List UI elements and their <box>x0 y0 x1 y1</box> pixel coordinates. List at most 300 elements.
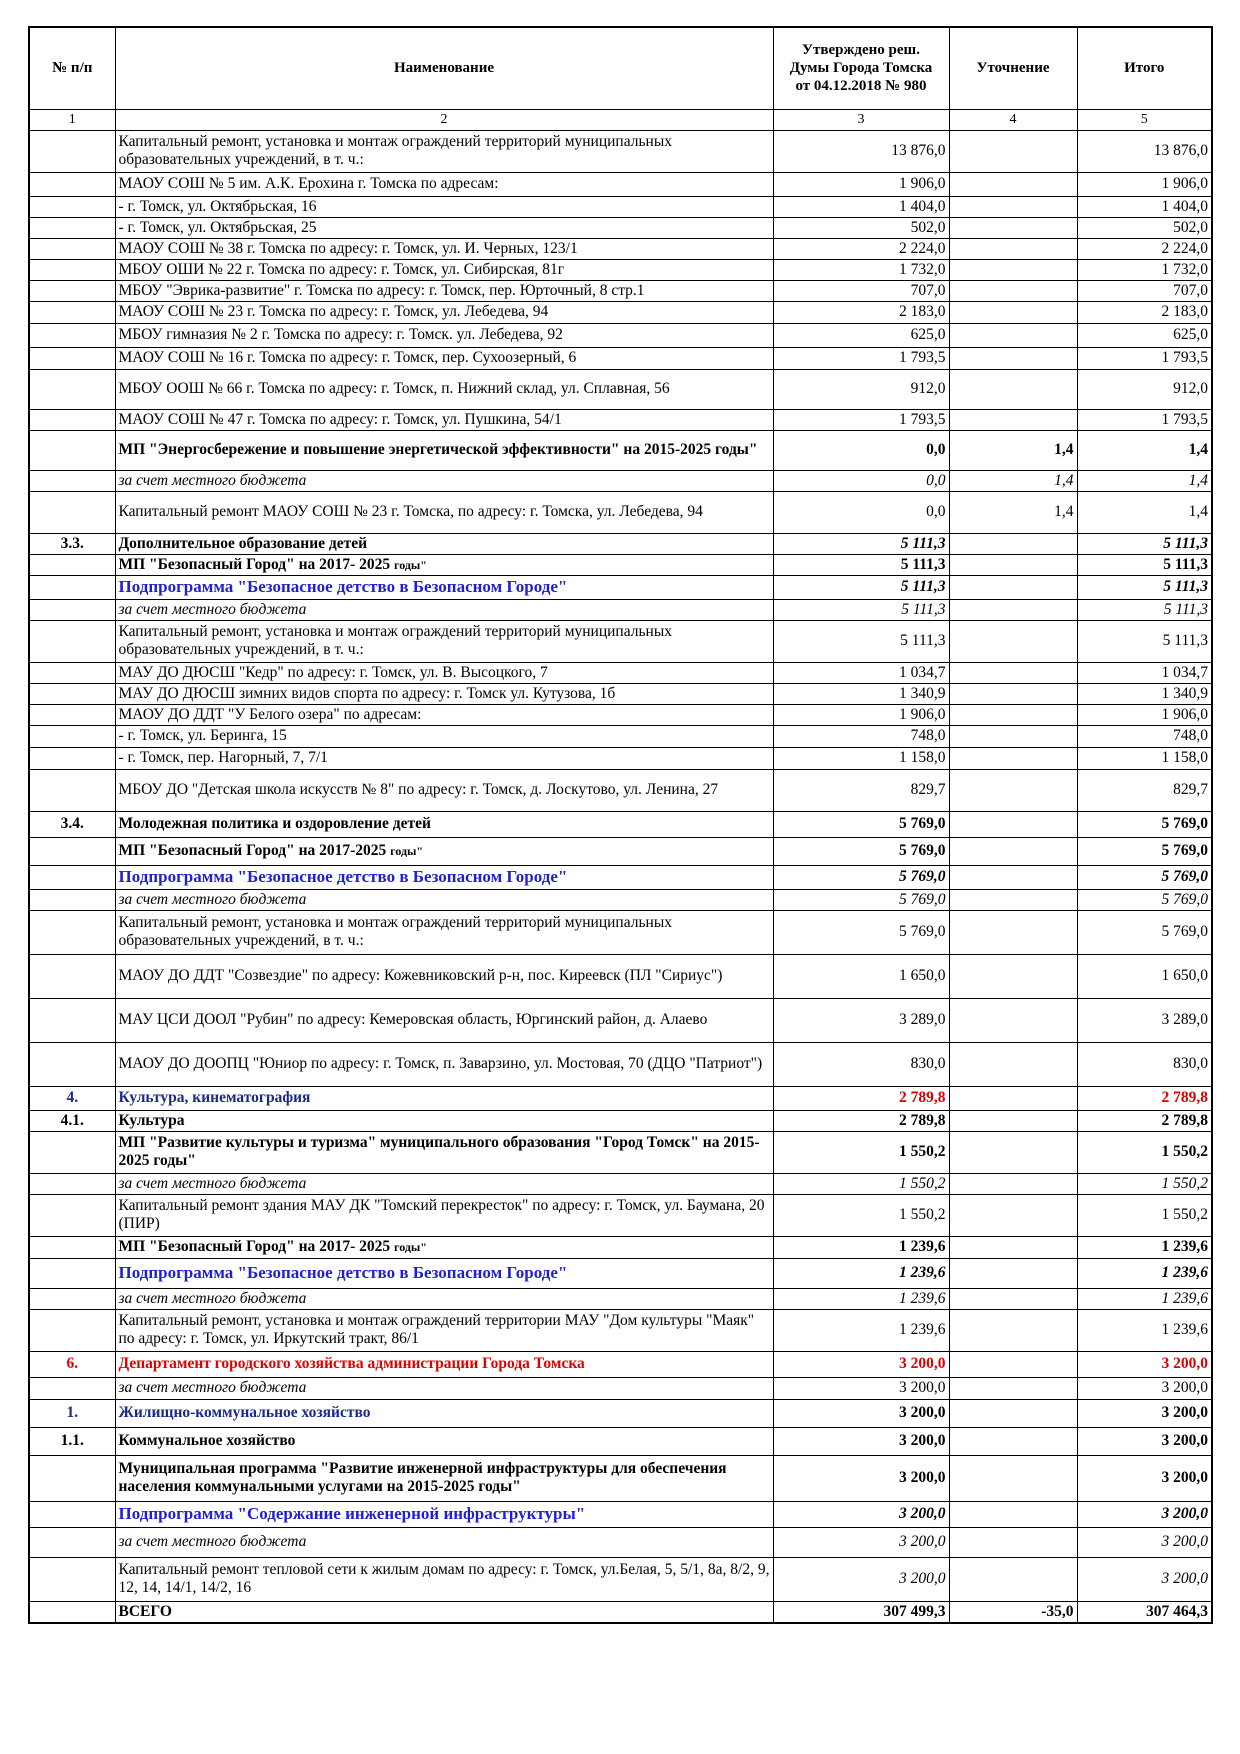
table-row <box>29 323 1212 347</box>
row-name <box>115 1194 773 1236</box>
table-row <box>29 1086 1212 1110</box>
table-row <box>29 259 1212 280</box>
row-name <box>115 347 773 369</box>
row-approved-value: 3 200,0 <box>773 1427 949 1455</box>
row-change-value <box>949 196 1077 217</box>
row-name <box>115 1455 773 1501</box>
row-number <box>29 599 115 620</box>
row-approved-value: 5 769,0 <box>773 811 949 837</box>
table-row <box>29 910 1212 954</box>
row-name-text: МАУ ДО ДЮСШ "Кедр" по адресу: г. Томск, ул. В. Высоцкого, 7 <box>118 663 548 681</box>
row-change-value <box>949 620 1077 662</box>
column-index-row <box>29 109 1212 130</box>
row-change-value <box>949 1236 1077 1258</box>
row-approved-value: 912,0 <box>773 369 949 409</box>
row-change-value <box>949 1131 1077 1173</box>
row-approved-value: 1 906,0 <box>773 704 949 725</box>
row-name <box>115 130 773 172</box>
row-total-value: 1 404,0 <box>1077 196 1212 217</box>
row-total-value: 912,0 <box>1077 369 1212 409</box>
row-name-text: МБОУ ОШИ № 22 г. Томска по адресу: г. Томск, ул. Сибирская, 81г <box>118 260 565 278</box>
row-name <box>115 1377 773 1399</box>
row-name <box>115 998 773 1042</box>
table-row <box>29 430 1212 470</box>
row-total-value: 1 793,5 <box>1077 409 1212 430</box>
row-change-value <box>949 1455 1077 1501</box>
table-row <box>29 347 1212 369</box>
row-name-text: МАОУ СОШ № 47 г. Томска по адресу: г. Томск, ул. Пушкина, 54/1 <box>118 410 562 428</box>
row-total-value: 5 769,0 <box>1077 811 1212 837</box>
row-approved-value: 0,0 <box>773 470 949 491</box>
row-number <box>29 238 115 259</box>
table-row <box>29 704 1212 725</box>
table-row <box>29 1173 1212 1194</box>
row-change-value <box>949 1288 1077 1309</box>
table-row <box>29 238 1212 259</box>
budget-table <box>28 26 1213 1624</box>
row-approved-value: 502,0 <box>773 217 949 238</box>
row-name <box>115 554 773 575</box>
header-row <box>29 27 1212 109</box>
row-name-text: Капитальный ремонт тепловой сети к жилым домам по адресу: г. Томск, ул.Белая, 5, 5/1, 8а, 8/2, 9, 12, 14, 14/1, 14/2, 16 <box>118 1561 770 1596</box>
row-name <box>115 575 773 599</box>
row-total-value: 2 789,8 <box>1077 1110 1212 1131</box>
row-total-value: 2 789,8 <box>1077 1086 1212 1110</box>
row-name <box>115 910 773 954</box>
row-approved-value: 1 550,2 <box>773 1173 949 1194</box>
row-name <box>115 172 773 196</box>
row-total-value: 1 732,0 <box>1077 259 1212 280</box>
row-change-value <box>949 837 1077 865</box>
row-name-text: Подпрограмма "Содержание инженерной инфраструктуры" <box>118 1504 586 1523</box>
row-number <box>29 865 115 889</box>
row-name-text: - г. Томск, ул. Октябрьская, 25 <box>118 218 317 236</box>
row-total-value: 1 550,2 <box>1077 1194 1212 1236</box>
table-row <box>29 1527 1212 1557</box>
row-total-value: 1 550,2 <box>1077 1173 1212 1194</box>
row-name-text: Департамент городского хозяйства администрации Города Томска <box>118 1355 585 1372</box>
row-change-value <box>949 1399 1077 1427</box>
col-index: 3 <box>773 109 949 130</box>
row-approved-value: 2 789,8 <box>773 1086 949 1110</box>
row-name-text: - г. Томск, ул. Беринга, 15 <box>118 727 287 744</box>
row-number <box>29 1194 115 1236</box>
row-approved-value: 307 499,3 <box>773 1601 949 1623</box>
row-number <box>29 837 115 865</box>
table-row <box>29 811 1212 837</box>
row-change-value <box>949 954 1077 998</box>
row-change-value <box>949 554 1077 575</box>
row-total-value: 3 200,0 <box>1077 1377 1212 1399</box>
row-approved-value: 5 769,0 <box>773 837 949 865</box>
row-number <box>29 409 115 430</box>
row-name-text: - г. Томск, ул. Октябрьская, 16 <box>118 197 317 215</box>
row-total-value: 3 200,0 <box>1077 1351 1212 1377</box>
row-number <box>29 554 115 575</box>
row-approved-value: 3 200,0 <box>773 1501 949 1527</box>
row-change-value <box>949 769 1077 811</box>
row-name-text: Муниципальная программа "Развитие инженерной инфраструктуры для обеспечения населения коммунальными услугами на 2015-2025 годы" <box>118 1460 727 1495</box>
row-number <box>29 369 115 409</box>
row-change-value <box>949 533 1077 554</box>
row-total-value: 1 793,5 <box>1077 347 1212 369</box>
row-number <box>29 1173 115 1194</box>
row-change-value <box>949 1194 1077 1236</box>
row-total-value: 1 906,0 <box>1077 704 1212 725</box>
row-name <box>115 1042 773 1086</box>
row-name <box>115 954 773 998</box>
row-number <box>29 1309 115 1351</box>
row-number <box>29 130 115 172</box>
row-number <box>29 1258 115 1288</box>
row-change-value <box>949 1042 1077 1086</box>
row-name-text: Капитальный ремонт МАОУ СОШ № 23 г. Томска, по адресу: г. Томска, ул. Лебедева, 94 <box>118 503 703 520</box>
row-name <box>115 1086 773 1110</box>
row-name <box>115 280 773 301</box>
row-name-text: МП "Безопасный Город" на 2017- 2025 <box>118 555 395 573</box>
row-approved-value: 5 769,0 <box>773 865 949 889</box>
col-index: 4 <box>949 109 1077 130</box>
row-total-value: 5 769,0 <box>1077 889 1212 910</box>
row-total-value: 1,4 <box>1077 491 1212 533</box>
row-change-value <box>949 1527 1077 1557</box>
row-total-value: 3 200,0 <box>1077 1455 1212 1501</box>
row-number <box>29 280 115 301</box>
row-total-value: 1 239,6 <box>1077 1258 1212 1288</box>
row-total-value: 13 876,0 <box>1077 130 1212 172</box>
row-name-text: Капитальный ремонт здания МАУ ДК "Томский перекресток" по адресу: г. Томск, ул. Баумана, 20 (ПИР) <box>118 1197 765 1232</box>
row-total-value: 5 111,3 <box>1077 599 1212 620</box>
row-name <box>115 725 773 747</box>
row-approved-value: 1 239,6 <box>773 1309 949 1351</box>
row-name-text: МП "Энергосбережение и повышение энергетической эффективности" на 2015-2025 годы" <box>118 441 758 458</box>
row-approved-value: 1 239,6 <box>773 1258 949 1288</box>
table-row <box>29 747 1212 769</box>
col-total-header: Итого <box>1077 27 1212 109</box>
row-total-value: 2 183,0 <box>1077 301 1212 323</box>
row-change-value <box>949 599 1077 620</box>
table-row <box>29 662 1212 683</box>
row-number: 1. <box>29 1399 115 1427</box>
row-total-value: 5 769,0 <box>1077 865 1212 889</box>
table-row <box>29 1042 1212 1086</box>
row-approved-value: 3 200,0 <box>773 1455 949 1501</box>
row-name-text: Жилищно-коммунальное хозяйство <box>118 1404 371 1421</box>
row-approved-value: 1 034,7 <box>773 662 949 683</box>
row-approved-value: 2 224,0 <box>773 238 949 259</box>
row-approved-value: 2 183,0 <box>773 301 949 323</box>
row-total-value: 307 464,3 <box>1077 1601 1212 1623</box>
row-number <box>29 725 115 747</box>
row-change-value <box>949 747 1077 769</box>
row-name <box>115 620 773 662</box>
row-name <box>115 811 773 837</box>
table-row <box>29 470 1212 491</box>
row-approved-value: 3 200,0 <box>773 1399 949 1427</box>
row-approved-value: 830,0 <box>773 1042 949 1086</box>
table-row <box>29 217 1212 238</box>
row-number <box>29 998 115 1042</box>
table-row <box>29 1258 1212 1288</box>
row-change-value <box>949 1086 1077 1110</box>
row-name <box>115 369 773 409</box>
row-name <box>115 1501 773 1527</box>
row-total-value: 1,4 <box>1077 470 1212 491</box>
row-name-text: Подпрограмма "Безопасное детство в Безопасном Городе" <box>118 867 568 886</box>
table-row <box>29 769 1212 811</box>
row-approved-value: 5 769,0 <box>773 910 949 954</box>
table-row <box>29 998 1212 1042</box>
row-approved-value: 0,0 <box>773 430 949 470</box>
row-name <box>115 217 773 238</box>
col-index: 5 <box>1077 109 1212 130</box>
row-name-text: МБОУ гимназия № 2 г. Томска по адресу: г. Томск. ул. Лебедева, 92 <box>118 326 563 343</box>
row-name <box>115 1427 773 1455</box>
row-name <box>115 1258 773 1288</box>
row-name <box>115 1288 773 1309</box>
row-change-value <box>949 1258 1077 1288</box>
table-row <box>29 575 1212 599</box>
row-name-text: - г. Томск, пер. Нагорный, 7, 7/1 <box>118 749 328 766</box>
row-change-value <box>949 280 1077 301</box>
col-approved-header <box>773 27 949 109</box>
row-name <box>115 259 773 280</box>
row-name-text: МП "Развитие культуры и туризма" муниципального образования "Город Томск" на 2015-2025 годы" <box>118 1134 760 1169</box>
row-name <box>115 704 773 725</box>
row-name <box>115 491 773 533</box>
row-number <box>29 620 115 662</box>
table-row <box>29 554 1212 575</box>
table-row <box>29 683 1212 704</box>
row-total-value: 1 239,6 <box>1077 1288 1212 1309</box>
row-name-text: МП "Безопасный Город" на 2017-2025 <box>118 842 391 859</box>
table-row <box>29 1110 1212 1131</box>
row-change-value: 1,4 <box>949 470 1077 491</box>
row-number <box>29 769 115 811</box>
row-approved-value: 1 158,0 <box>773 747 949 769</box>
row-total-value: 829,7 <box>1077 769 1212 811</box>
row-total-value: 3 200,0 <box>1077 1557 1212 1601</box>
row-number <box>29 1288 115 1309</box>
row-change-value <box>949 238 1077 259</box>
row-change-value: 1,4 <box>949 430 1077 470</box>
row-change-value <box>949 347 1077 369</box>
row-approved-value: 625,0 <box>773 323 949 347</box>
row-total-value: 1 158,0 <box>1077 747 1212 769</box>
row-name-text: МАОУ СОШ № 38 г. Томска по адресу: г. Томск, ул. И. Черных, 123/1 <box>118 239 578 257</box>
row-name <box>115 1309 773 1351</box>
col-num-header: № п/п <box>29 27 115 109</box>
row-approved-value: 13 876,0 <box>773 130 949 172</box>
row-number <box>29 1377 115 1399</box>
row-total-value: 1 550,2 <box>1077 1131 1212 1173</box>
row-name-text: МАОУ ДО ДДТ "Созвездие" по адресу: Кожевниковский р-н, пос. Киреевск (ПЛ "Сириус") <box>118 967 723 984</box>
row-number <box>29 1601 115 1623</box>
table-row <box>29 533 1212 554</box>
row-total-value: 625,0 <box>1077 323 1212 347</box>
row-name <box>115 430 773 470</box>
row-name <box>115 889 773 910</box>
row-number <box>29 575 115 599</box>
row-name <box>115 1110 773 1131</box>
row-number <box>29 1557 115 1601</box>
table-row <box>29 1288 1212 1309</box>
row-name-text: за счет местного бюджета <box>118 1289 307 1307</box>
row-approved-value: 1 550,2 <box>773 1131 949 1173</box>
row-number <box>29 1501 115 1527</box>
row-total-value: 1 239,6 <box>1077 1236 1212 1258</box>
row-name-text: МБОУ ДО "Детская школа искусств № 8" по адресу: г. Томск, д. Лоскутово, ул. Ленина, 27 <box>118 781 719 798</box>
row-number <box>29 196 115 217</box>
row-number <box>29 954 115 998</box>
row-name <box>115 1601 773 1623</box>
row-name-text: Подпрограмма "Безопасное детство в Безопасном Городе" <box>118 577 568 596</box>
row-name <box>115 837 773 865</box>
row-name-text: МАОУ СОШ № 23 г. Томска по адресу: г. Томск, ул. Лебедева, 94 <box>118 303 549 320</box>
table-row <box>29 1236 1212 1258</box>
row-total-value: 5 111,3 <box>1077 575 1212 599</box>
table-row <box>29 1557 1212 1601</box>
row-total-value: 3 200,0 <box>1077 1427 1212 1455</box>
table-row <box>29 1131 1212 1173</box>
row-number: 6. <box>29 1351 115 1377</box>
table-row <box>29 1309 1212 1351</box>
row-total-value: 748,0 <box>1077 725 1212 747</box>
row-total-value: 502,0 <box>1077 217 1212 238</box>
row-name-text: за счет местного бюджета <box>118 1379 307 1396</box>
col-index: 2 <box>115 109 773 130</box>
row-total-value: 5 111,3 <box>1077 554 1212 575</box>
row-name-text: МП "Безопасный Город" на 2017- 2025 <box>118 1238 395 1255</box>
row-number <box>29 172 115 196</box>
row-change-value <box>949 704 1077 725</box>
row-name-text: Коммунальное хозяйство <box>118 1432 296 1449</box>
row-number <box>29 347 115 369</box>
row-approved-value: 1 239,6 <box>773 1236 949 1258</box>
table-row <box>29 837 1212 865</box>
table-row <box>29 599 1212 620</box>
row-number <box>29 1131 115 1173</box>
row-total-value: 5 769,0 <box>1077 910 1212 954</box>
row-change-value <box>949 998 1077 1042</box>
row-total-value: 3 289,0 <box>1077 998 1212 1042</box>
row-change-value <box>949 575 1077 599</box>
row-change-value <box>949 1377 1077 1399</box>
row-number: 3.3. <box>29 533 115 554</box>
row-number: 4. <box>29 1086 115 1110</box>
row-name-text: МАОУ СОШ № 5 им. А.К. Ерохина г. Томска по адресам: <box>118 175 499 192</box>
row-name-text: Подпрограмма "Безопасное детство в Безопасном Городе" <box>118 1263 568 1282</box>
row-number <box>29 323 115 347</box>
row-number <box>29 430 115 470</box>
col-index: 1 <box>29 109 115 130</box>
row-change-value <box>949 130 1077 172</box>
row-name-text: Капитальный ремонт, установка и монтаж ограждений территории МАУ "Дом культуры "Маяк" по адресу: г. Томск, ул. Иркутский тракт, 86/1 <box>118 1312 755 1347</box>
row-name <box>115 301 773 323</box>
row-name <box>115 238 773 259</box>
row-total-value: 1 034,7 <box>1077 662 1212 683</box>
row-name-suffix: годы" <box>394 1240 427 1254</box>
row-change-value: 1,4 <box>949 491 1077 533</box>
col-approved-line-1: Утверждено реш. <box>802 42 920 59</box>
row-change-value <box>949 811 1077 837</box>
row-total-value: 1 239,6 <box>1077 1309 1212 1351</box>
row-number: 3.4. <box>29 811 115 837</box>
row-name-text: МАУ ЦСИ ДООЛ "Рубин" по адресу: Кемеровская область, Юргинский район, д. Алаево <box>118 1011 708 1028</box>
row-change-value <box>949 725 1077 747</box>
table-row <box>29 889 1212 910</box>
row-approved-value: 5 111,3 <box>773 575 949 599</box>
row-change-value <box>949 172 1077 196</box>
table-row <box>29 1194 1212 1236</box>
row-change-value <box>949 683 1077 704</box>
row-name <box>115 470 773 491</box>
row-name-text: Капитальный ремонт, установка и монтаж ограждений территорий муниципальных образовательных учреждений, в т. ч.: <box>118 623 673 658</box>
row-name <box>115 1557 773 1601</box>
row-approved-value: 3 200,0 <box>773 1557 949 1601</box>
row-change-value <box>949 865 1077 889</box>
row-approved-value: 3 200,0 <box>773 1527 949 1557</box>
col-approved-line-3: от 04.12.2018 № 980 <box>795 78 927 95</box>
row-total-value: 3 200,0 <box>1077 1501 1212 1527</box>
row-name-text: за счет местного бюджета <box>118 471 307 489</box>
row-total-value: 1,4 <box>1077 430 1212 470</box>
row-name-text: Культура, кинематография <box>118 1089 311 1106</box>
row-approved-value: 2 789,8 <box>773 1110 949 1131</box>
table-row <box>29 1455 1212 1501</box>
row-number <box>29 1527 115 1557</box>
table-row <box>29 1351 1212 1377</box>
row-approved-value: 1 732,0 <box>773 259 949 280</box>
row-total-value: 1 650,0 <box>1077 954 1212 998</box>
table-row <box>29 725 1212 747</box>
row-name <box>115 1173 773 1194</box>
col-change-header: Уточнение <box>949 27 1077 109</box>
row-number <box>29 301 115 323</box>
row-number <box>29 1455 115 1501</box>
row-name-suffix: годы" <box>390 844 424 858</box>
row-number <box>29 217 115 238</box>
table-row <box>29 172 1212 196</box>
row-change-value <box>949 323 1077 347</box>
row-name <box>115 323 773 347</box>
row-change-value <box>949 1173 1077 1194</box>
row-change-value <box>949 217 1077 238</box>
row-name <box>115 865 773 889</box>
row-name <box>115 1236 773 1258</box>
row-number <box>29 1236 115 1258</box>
row-name-text: МАУ ДО ДЮСШ зимних видов спорта по адресу: г. Томск ул. Кутузова, 1б <box>118 684 616 702</box>
row-number <box>29 683 115 704</box>
row-name <box>115 196 773 217</box>
row-number <box>29 259 115 280</box>
row-name-text: ВСЕГО <box>118 1602 172 1620</box>
row-name-text: Культура <box>118 1111 185 1129</box>
row-name <box>115 409 773 430</box>
row-name-text: Дополнительное образование детей <box>118 534 368 552</box>
row-name <box>115 1351 773 1377</box>
row-number <box>29 662 115 683</box>
row-name <box>115 1131 773 1173</box>
row-total-value: 707,0 <box>1077 280 1212 301</box>
row-change-value <box>949 369 1077 409</box>
row-approved-value: 5 111,3 <box>773 533 949 554</box>
row-total-value: 5 111,3 <box>1077 533 1212 554</box>
table-row <box>29 280 1212 301</box>
row-approved-value: 1 906,0 <box>773 172 949 196</box>
table-row <box>29 1501 1212 1527</box>
row-change-value <box>949 259 1077 280</box>
